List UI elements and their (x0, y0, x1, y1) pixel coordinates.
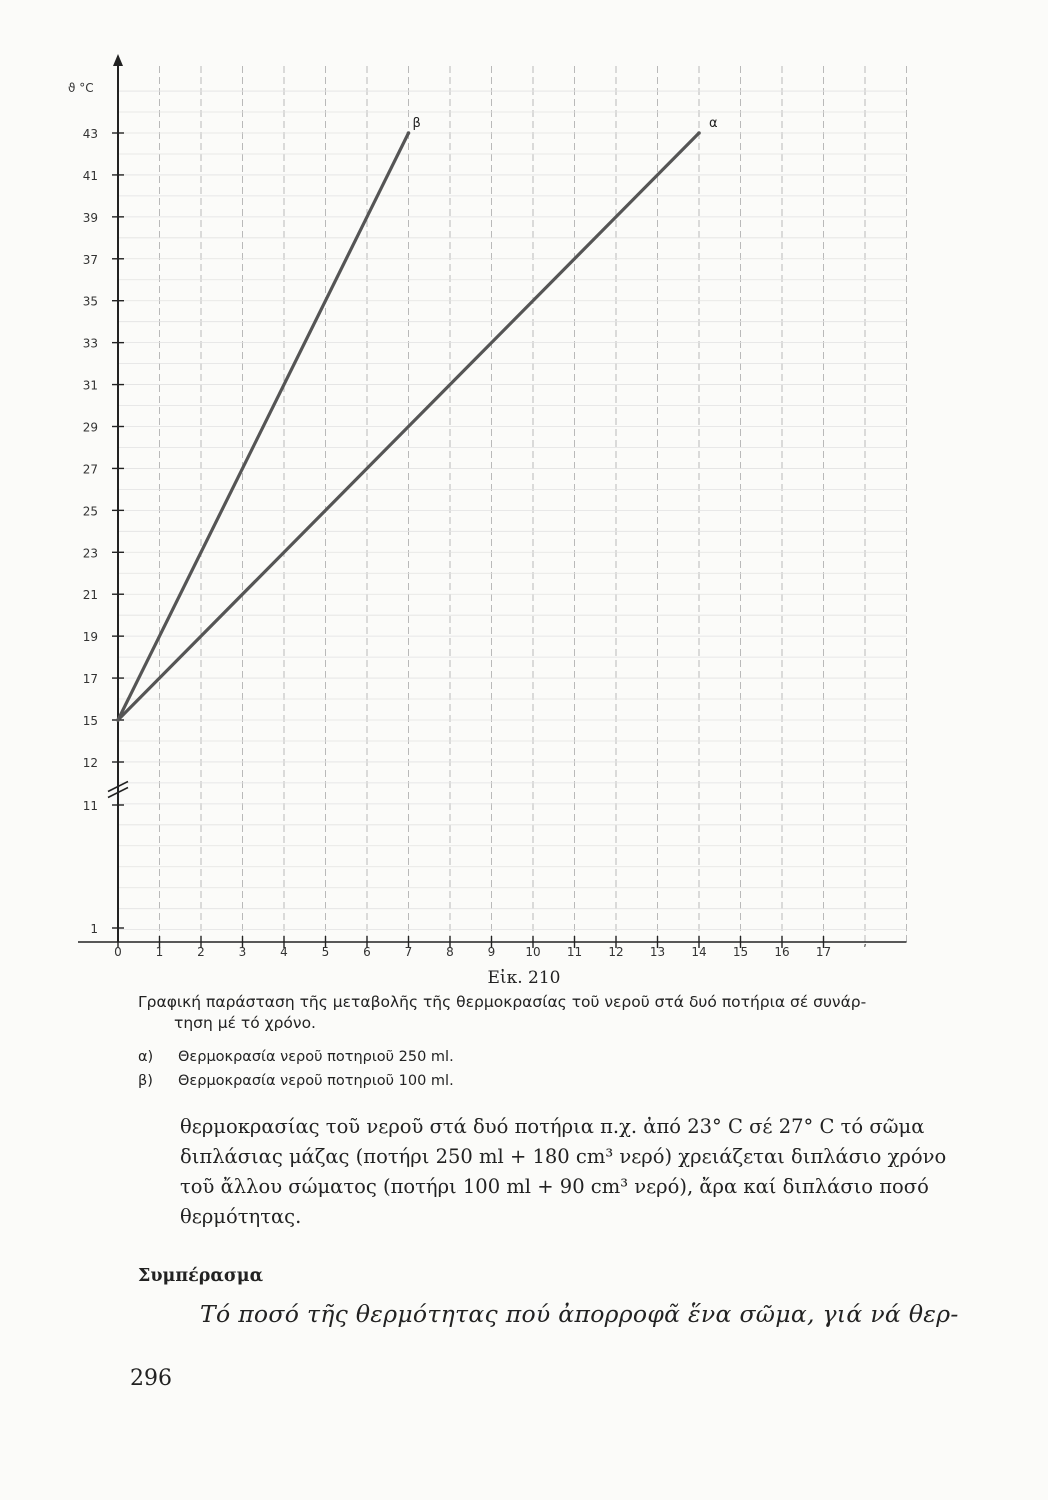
body-paragraph (180, 1112, 970, 1232)
body-line: διπλάσιας μάζας (ποτήρι 250 ml + 180 cm³ νερό) χρειάζεται διπλάσιο χρόνο (180, 1145, 947, 1168)
x-tick-label: 10 (525, 945, 541, 959)
y-axis-label: ϑ °C (68, 81, 94, 95)
series-label: β (412, 116, 421, 131)
x-tick-label: 1 (155, 945, 164, 959)
y-tick-label: 15 (82, 714, 98, 728)
y-tick-label: 37 (82, 252, 98, 267)
data-point (407, 131, 411, 135)
x-tick-label: 12 (608, 945, 624, 959)
x-tick-label: 3 (238, 945, 247, 959)
y-tick-label: 23 (82, 546, 98, 561)
y-tick-label: 31 (82, 378, 98, 393)
x-tick-label: 13 (649, 945, 666, 959)
x-tick-label-extra: ʹ (863, 943, 867, 957)
y-tick-label: 33 (82, 336, 98, 351)
y-axis-arrow (113, 54, 123, 66)
x-tick-label: 11 (566, 945, 583, 959)
y-tick-label: 17 (82, 672, 98, 687)
x-tick-label: 7 (404, 945, 413, 959)
y-tick-label: 1 (90, 922, 98, 936)
caption-line-2: τηση μέ τό χρόνο. (174, 1014, 316, 1032)
x-tick-label: 5 (321, 945, 330, 959)
series-label: α (709, 116, 718, 131)
caption-line-1: Γραφική παράσταση τῆς μεταβολῆς τῆς θερμοκρασίας τοῦ νεροῦ στά δυό ποτήρια σέ συνάρ- (138, 993, 867, 1011)
y-tick-label: 19 (82, 630, 98, 645)
conclusion-line: Τό ποσό τῆς θερμότητας πού ἀπορροφᾶ ἕνα σῶμα, γιά νά θερ- (200, 1300, 959, 1328)
legend-text: Θερμοκρασία νεροῦ ποτηριοῦ 250 ml. (178, 1049, 454, 1065)
data-point (697, 131, 701, 135)
figure-number: Εἰκ. 210 (487, 968, 561, 988)
x-axis-ticks (114, 936, 866, 959)
y-tick-label: 21 (82, 588, 98, 603)
page-number: 296 (130, 1366, 172, 1391)
y-tick-label: 35 (82, 294, 98, 309)
y-tick-label: 29 (82, 420, 98, 435)
x-tick-label: 14 (691, 945, 707, 959)
body-line: θερμοκρασίας τοῦ νεροῦ στά δυό ποτήρια π.χ. ἀπό 23° C σέ 27° C τό σῶμα (180, 1115, 925, 1138)
legend-alpha (138, 1049, 454, 1065)
chart-grid (78, 54, 907, 942)
x-tick-label: 2 (197, 945, 205, 959)
x-tick-label: 16 (774, 945, 790, 959)
y-tick-label: 11 (82, 799, 98, 813)
body-line: τοῦ ἄλλου σώματος (ποτήρι 100 ml + 90 cm³ νερό), ἄρα καί διπλάσιο ποσό (180, 1175, 929, 1198)
x-tick-label: 9 (487, 945, 496, 959)
y-tick-label: 25 (82, 504, 98, 519)
y-tick-label: 12 (82, 756, 98, 770)
x-tick-label: 6 (363, 945, 371, 959)
legend-text: Θερμοκρασία νεροῦ ποτηριοῦ 100 ml. (178, 1073, 454, 1089)
legend-key: α) (138, 1049, 154, 1065)
legend-key: β) (138, 1073, 153, 1089)
y-tick-label: 39 (82, 210, 98, 225)
x-tick-label: 15 (732, 945, 749, 959)
body-line: θερμότητας. (180, 1205, 302, 1228)
x-tick-label: 17 (815, 945, 832, 959)
x-tick-label: 0 (114, 945, 122, 959)
figure-caption (138, 992, 968, 1034)
legend-beta (138, 1073, 454, 1089)
y-tick-label: 41 (82, 168, 98, 183)
section-title: Συμπέρασμα (138, 1266, 264, 1286)
chart-series (116, 116, 717, 722)
x-tick-label: 4 (280, 945, 288, 959)
data-point (116, 718, 120, 722)
y-tick-label: 43 (82, 127, 98, 141)
y-tick-label: 27 (82, 462, 98, 477)
x-tick-label: 8 (446, 945, 454, 959)
